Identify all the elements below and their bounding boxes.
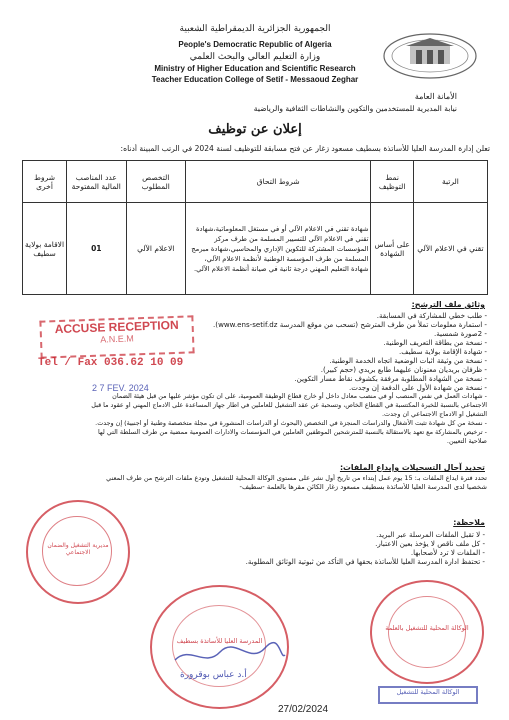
reception-stamp-subtitle: A.N.E.M: [100, 333, 134, 345]
notes-list: [205, 530, 485, 566]
subdirectorate-label: نيابة المديرية للمستخدمين والتكوين والنشاطات الثقافية والرياضية: [253, 104, 457, 113]
announcement-title: إعلان عن توظيف: [208, 122, 302, 137]
header-positions: عدد المناصب المالية المفتوحة: [67, 161, 126, 203]
deadline-line: تحدد فترة ايداع الملفات بـ: 15 يوم عمل إبتداء من تاريخ أول نشر على مستوى الوكالة المحلية للتشغيل وتودع ملفات الترشح من طرف المعني: [106, 474, 487, 482]
file-item: التشغيل او الادماج الاجتماعي ان وجدت.: [382, 410, 487, 418]
signature-scribble: [170, 640, 290, 670]
note-item: - لا تقبل الملفات المرسلة عبر البريد.: [376, 530, 485, 539]
republic-arabic: الجمهورية الجزائرية الديمقراطية الشعبية: [179, 24, 331, 34]
file-item: - ترخيص بالمشاركة مع تعهد بالاستقالة بالنسبة للمترشحين الموظفين العاملين في المؤسسات والادارات العمومية ممضية من طرف السلطة التي لها: [97, 428, 487, 436]
header-conditions: شروط التحاق: [185, 161, 371, 203]
jobs-table-wrapper: [22, 160, 488, 295]
deadline-body: [22, 474, 487, 492]
reception-phone: Tel / Fax 036.62 10 09: [38, 357, 184, 369]
table-row: [23, 203, 488, 295]
announcement-intro: تعلن إدارة المدرسة العليا للأساتذة بسطيف مسعود زغار عن فتح مسابقة للتوظيف لسنة 2024 في الرتب المبينة أدناه:: [120, 144, 490, 153]
header-mode: نمط التوظيف: [371, 161, 413, 203]
ministry-english: Ministry of Higher Education and Scientific Research: [154, 64, 356, 73]
cell-positions: 01: [67, 203, 126, 295]
right-box-stamp: الوكالة المحلية للتشغيل: [378, 686, 478, 704]
file-item: - نسخة من وثيقة اثبات الوضعية اتجاه الخدمة الوطنية.: [329, 356, 487, 365]
note-item: - الملفات لا ترد لأصحابها.: [410, 548, 485, 557]
left-round-seal: [26, 500, 130, 604]
cell-specialty: الاعلام الآلي: [126, 203, 185, 295]
jobs-table: [22, 160, 488, 295]
file-item: - استمارة معلومات تملأ من طرف المترشح (تسحب من موقع المدرسة www.ens-setif.dz).: [213, 320, 487, 329]
condition-line: شهادة تقني في الاعلام الآلي أو في مستغل المعلوماتية،شهادة: [195, 224, 369, 233]
file-item: - نسخة من شهادة الأول على الدفعة إن وجدت.: [349, 383, 487, 392]
file-item: - شهادات العمل في نفس المنصب أو في منصب معادل داخل أو خارج قطاع الوظيفة العمومية، على ان تكون مؤشر عليها من قبل هيئة الضمان: [112, 392, 487, 400]
right-round-seal: [370, 580, 484, 684]
condition-line: شهادة التعليم المهني درجة ثانية في صيانة أنظمة الاعلام الآلي.: [193, 264, 369, 273]
condition-line: تقني في الاعلام الآلي للتسيير المسلمة من طرف مركز: [214, 234, 369, 243]
condition-line: المسلمة من طرف المؤسسة الوطنية لأنظمة الاعلام الآلي،: [204, 254, 369, 263]
college-english: Teacher Education College of Setif - Messaoud Zeghar: [151, 75, 359, 84]
file-item: - نسخة من كل شهادة تثبت الأشغال والدراسات المنجزة في التخصص (البحوث أو الدراسات المنشورة في مجلة متخصصة وطنية أو اجنبية) إن وجدت.: [95, 419, 487, 427]
file-item: - نسخة من بطاقة التعريف الوطنية.: [383, 338, 487, 347]
reception-stamp: [39, 315, 194, 358]
deadline-heading: تحديد آجال التسجيلات وإيداع الملفات:: [339, 463, 485, 472]
right-seal-inner-ring: [388, 596, 466, 668]
header-rank: الرتبة: [413, 161, 487, 203]
file-item: - شهادة الإقامة بولاية سطيف.: [399, 347, 487, 356]
note-item: - كل ملف ناقص لا يؤخذ بعين الاعتبار.: [375, 539, 485, 548]
deadline-line: شخصيا لدى المدرسة العليا للأساتذة بسطيف مسعود زغار الكائن مقرها بالعلمة -سطيف-: [239, 483, 487, 491]
header-other: شروط أخرى: [23, 161, 67, 203]
file-item: صلاحية التعيين.: [446, 437, 487, 445]
file-item: - طلب خطي للمشاركة في المسابقة.: [376, 311, 487, 320]
file-item: - 2صورة شمسية.: [433, 329, 487, 338]
center-seal-text: المدرسة العليا للأساتذة بسطيف: [176, 637, 263, 645]
file-item: - نسخة من الشهادة المطلوبة مرفقة بكشوف نقاط مسار التكوين.: [294, 374, 487, 383]
notes-heading: ملاحظة:: [453, 518, 485, 527]
college-logo: [380, 30, 480, 82]
footer-date: 27/02/2024: [278, 704, 329, 715]
file-item: الاجتماعي بالنسبة للخبرة المكتسبة في القطاع الخاص، وتسحبة عن عقد التشغيل للعاملين في اطار جهاز المساعدة على الادماج المهني او عقود ما قبل: [91, 401, 487, 409]
left-seal-text: مديرية التشغيل والضمان الاجتماعي: [47, 542, 109, 556]
republic-english: People's Democratic Republic of Algeria: [178, 40, 332, 49]
secretariat-label: الأمانة العامة: [414, 92, 457, 101]
cell-conditions: [185, 203, 371, 295]
cell-rank: تقني في الاعلام الآلي: [413, 203, 487, 295]
condition-line: المؤسسات المشتركة للتكوين الإداري والمحاسبي،شهادة مبرمج: [191, 244, 369, 253]
reception-stamp-title: ACCUSE RECEPTION: [54, 317, 179, 337]
file-item: - ظرفان بريديان معنونان عليهما طابع بريدي (حجم كبير).: [320, 365, 487, 374]
cell-mode: على أساس الشهادة: [371, 203, 413, 295]
ministry-arabic: وزارة التعليم العالي والبحث العلمي: [189, 52, 321, 62]
cell-other: الاقامة بولاية سطيف: [23, 203, 67, 295]
header-specialty: التخصص المطلوب: [126, 161, 185, 203]
note-item: - تحتفظ ادارة المدرسة العليا للأساتذة بحقها في التأكد من ثبوتية الوثائق المطلوبة.: [245, 557, 485, 566]
signature-label: أ.د عباس بوقرورة: [180, 670, 247, 680]
reception-date: 2 7 FEV. 2024: [92, 383, 149, 393]
table-header-row: [23, 161, 488, 203]
file-section-heading: وثائق ملف الترشح:: [411, 300, 485, 309]
college-logo-graphic: [380, 30, 480, 82]
right-seal-text: الوكالة المحلية للتشغيل بالعلمة: [385, 624, 469, 632]
